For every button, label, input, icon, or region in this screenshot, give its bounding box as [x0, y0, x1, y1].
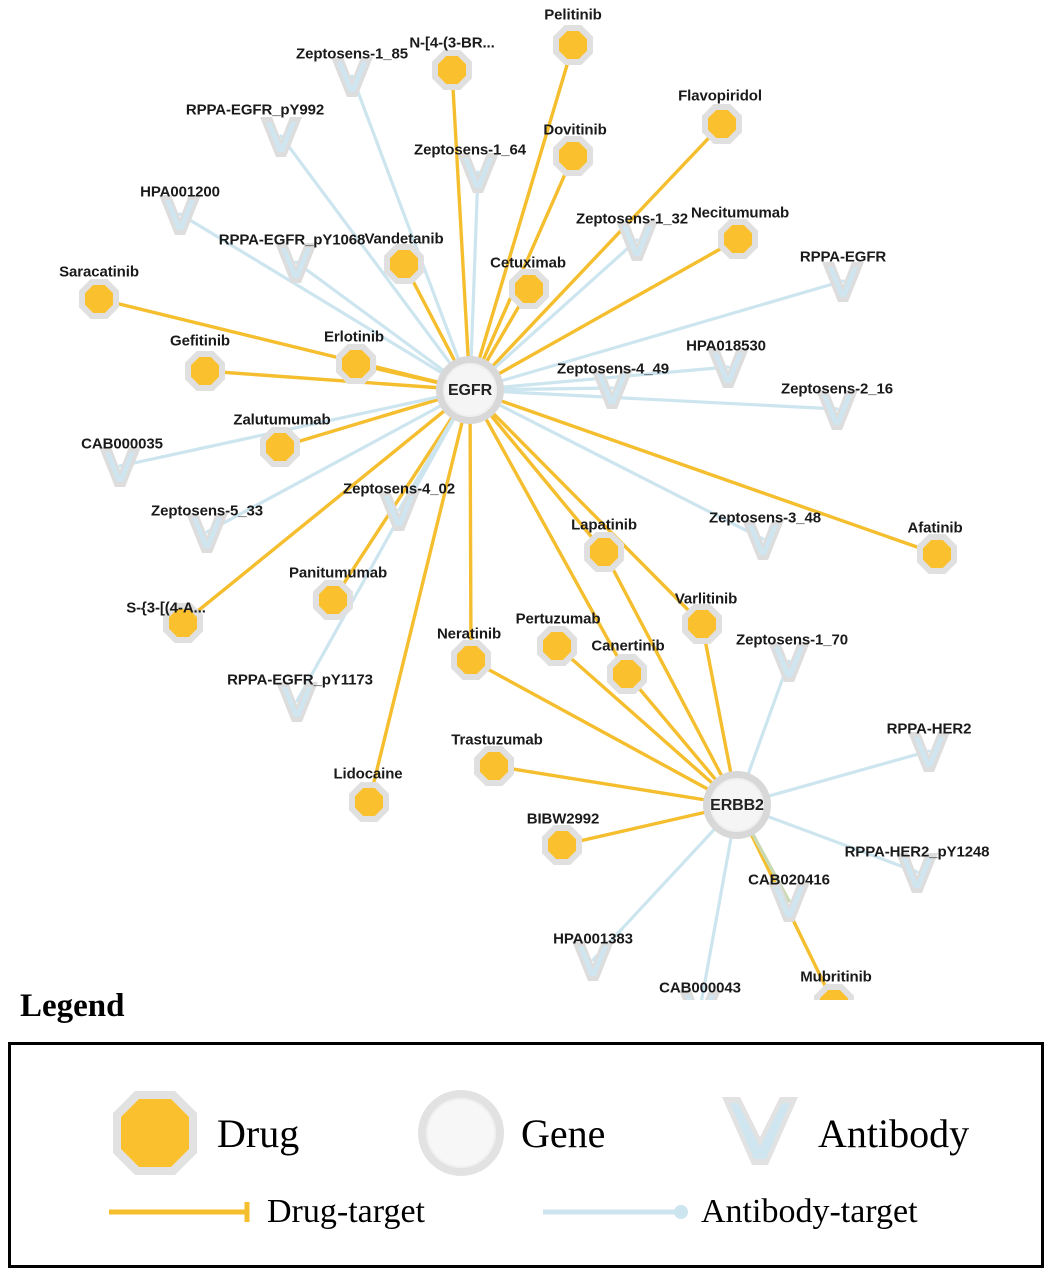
drug-label: Afatinib — [907, 519, 963, 537]
gene-icon — [415, 1087, 507, 1179]
legend-label-gene: Gene — [521, 1110, 606, 1156]
antibody-label: RPPA-EGFR_pY1068 — [218, 231, 366, 249]
drug-node[interactable] — [708, 110, 736, 138]
antibody-label: Zeptosens-1_32 — [576, 210, 688, 228]
legend-item-drug — [107, 1085, 299, 1181]
drug-node[interactable] — [724, 225, 752, 253]
drug-label: Neratinib — [436, 625, 502, 643]
drug-node[interactable] — [342, 350, 370, 378]
antibody-target-edge-icon — [541, 1197, 691, 1227]
antibody-label: Zeptosens-1_85 — [296, 45, 408, 63]
antibody-label: CAB000043 — [659, 979, 741, 997]
drug-node[interactable] — [559, 142, 587, 170]
legend-box — [8, 1042, 1044, 1268]
drug-node[interactable] — [559, 31, 587, 59]
drug-icon — [107, 1085, 203, 1181]
edge-drug-target — [470, 45, 573, 390]
drug-label: Erlotinib — [324, 328, 384, 346]
drug-node[interactable] — [548, 831, 576, 859]
drug-label: Vandetanib — [364, 230, 444, 248]
drug-node[interactable] — [319, 586, 347, 614]
legend-label-antibody: Antibody — [818, 1110, 970, 1156]
drug-node[interactable] — [480, 752, 508, 780]
antibody-label: RPPA-HER2 — [886, 720, 972, 738]
drug-node[interactable] — [613, 660, 641, 688]
antibody-label: Zeptosens-2_16 — [781, 380, 893, 398]
gene-label: EGFR — [447, 382, 493, 399]
antibody-label: RPPA-EGFR — [799, 248, 887, 266]
drug-node[interactable] — [515, 275, 543, 303]
antibody-label: CAB020416 — [748, 871, 830, 889]
drug-label: Canertinib — [591, 637, 665, 655]
drug-label: Cetuximab — [490, 254, 566, 272]
edge-drug-target — [470, 390, 702, 624]
drug-node[interactable] — [266, 433, 294, 461]
drug-label: Gefitinib — [170, 332, 230, 350]
drug-label: Pertuzumab — [515, 610, 601, 628]
drug-node[interactable] — [355, 788, 383, 816]
drug-node[interactable] — [543, 632, 571, 660]
drug-node[interactable] — [191, 357, 219, 385]
drug-node[interactable] — [438, 56, 466, 84]
drug-node[interactable] — [390, 250, 418, 278]
antibody-label: Zeptosens-5_33 — [151, 502, 263, 520]
legend-item-antibody — [716, 1089, 969, 1177]
antibody-label: HPA018530 — [686, 337, 766, 355]
drug-node[interactable] — [923, 540, 951, 568]
edge-drug-target — [452, 70, 470, 390]
drug-label: Trastuzumab — [451, 731, 543, 749]
legend-label-drug: Drug — [217, 1110, 300, 1156]
drug-label: Flavopiridol — [678, 87, 762, 105]
antibody-label: HPA001200 — [140, 183, 220, 201]
drug-node[interactable] — [590, 538, 618, 566]
legend-item-antibody-target — [541, 1193, 918, 1231]
legend-node-types — [11, 1045, 1041, 1175]
drug-node[interactable] — [457, 646, 485, 674]
legend-item-drug-target — [107, 1193, 425, 1231]
drug-node[interactable] — [688, 610, 716, 638]
antibody-label: Zeptosens-4_49 — [557, 360, 669, 378]
drug-label: Saracatinib — [59, 263, 139, 281]
antibody-label: CAB000035 — [81, 435, 163, 453]
antibody-label: Zeptosens-1_64 — [414, 141, 526, 159]
legend-title: Legend — [20, 988, 125, 1024]
edge-drug-target — [470, 390, 937, 554]
antibody-label: Zeptosens-3_48 — [709, 509, 821, 527]
drug-label: Pelitinib — [544, 6, 602, 24]
antibody-label: Zeptosens-4_02 — [343, 480, 455, 498]
legend-label-antibody-target: Antibody-target — [701, 1193, 918, 1230]
drug-label: Panitumumab — [288, 564, 388, 582]
drug-label: Mubritinib — [800, 968, 872, 986]
antibody-label: RPPA-HER2_pY1248 — [844, 843, 990, 861]
antibody-label: RPPA-EGFR_pY1173 — [227, 671, 373, 689]
edge-drug-target — [470, 390, 471, 660]
drug-node[interactable] — [85, 285, 113, 313]
drug-label: BIBW2992 — [526, 810, 600, 828]
drug-label: N-[4-(3-BR... — [409, 34, 495, 52]
drug-label: Dovitinib — [543, 121, 607, 139]
legend-item-gene — [415, 1087, 605, 1179]
legend-label-drug-target: Drug-target — [267, 1193, 425, 1230]
drug-label: S-{3-[(4-A... — [126, 599, 206, 617]
antibody-label: RPPA-EGFR_pY992 — [185, 101, 325, 119]
gene-label: ERBB2 — [710, 797, 764, 814]
drug-label: Varlitinib — [674, 590, 738, 608]
antibody-label: Zeptosens-1_70 — [736, 631, 848, 649]
drug-target-edge-icon — [107, 1197, 257, 1227]
antibody-label: HPA001383 — [553, 930, 633, 948]
antibody-icon — [716, 1089, 804, 1177]
drug-label: Necitumumab — [690, 204, 790, 222]
drug-label: Zalutumumab — [233, 411, 331, 429]
drug-label: Lidocaine — [333, 765, 403, 783]
drug-label: Lapatinib — [571, 516, 637, 534]
